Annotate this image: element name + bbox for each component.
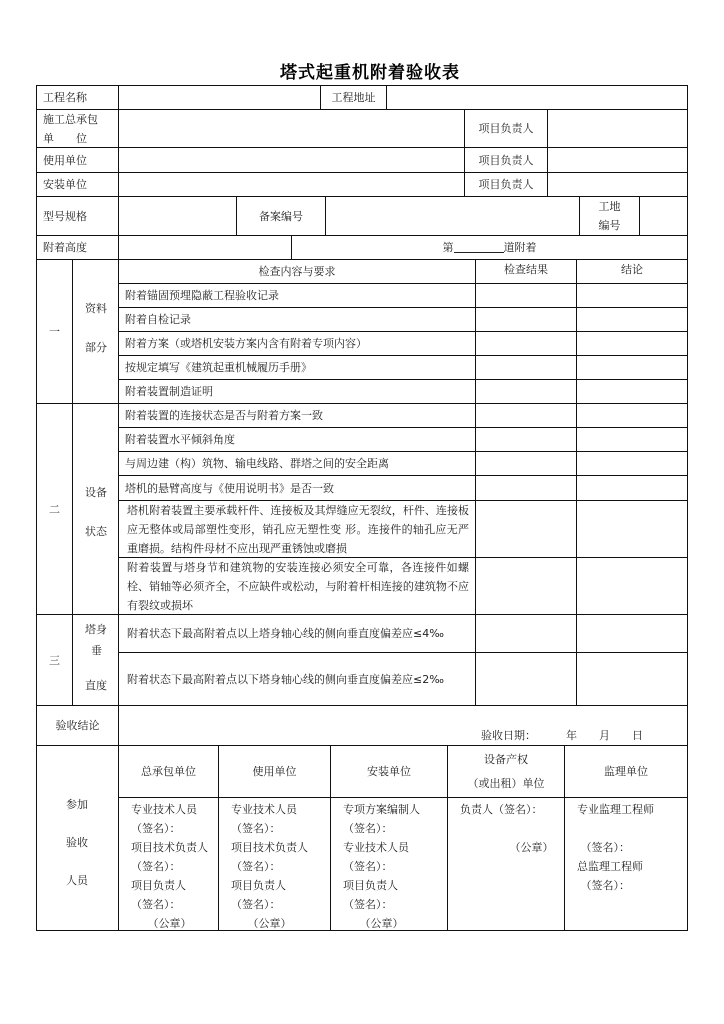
project-address-field[interactable]: [387, 85, 688, 110]
check-conclusion-field[interactable]: [577, 452, 688, 476]
section-2-category-line2: 状态: [85, 525, 107, 538]
participant-signature-line: （签名）：: [131, 898, 181, 911]
section-3-category-line2: 垂: [91, 644, 102, 657]
participant-signature-cell[interactable]: [119, 798, 219, 931]
check-conclusion-field[interactable]: [577, 615, 688, 653]
check-item-text: 塔机的悬臂高度与《使用说明书》是否一致: [119, 476, 476, 501]
check-result-field[interactable]: [476, 615, 577, 653]
check-item-text: 附着状态下最高附着点以上塔身轴心线的侧向垂直度偏差应≤4‰: [119, 615, 476, 653]
participant-signature-line: 项目负责人: [343, 879, 398, 892]
install-manager-label: 项目负责人: [465, 173, 548, 197]
participants-label-line1: 参加: [66, 798, 88, 811]
install-unit-field[interactable]: [119, 173, 465, 197]
participant-signature-line: 项目负责人: [231, 879, 286, 892]
attach-height-field[interactable]: [119, 236, 292, 260]
participant-signature-line: 专业技术人员: [231, 803, 297, 816]
section-2-category: [73, 404, 119, 615]
participant-signature-line: （签名）：: [343, 860, 393, 873]
participant-signature-line: （公章）: [343, 917, 404, 930]
section-2-number: 二: [36, 404, 73, 615]
site-no-label: [580, 197, 640, 236]
model-spec-field[interactable]: [119, 197, 237, 236]
section-2-category-line1: 设备: [85, 486, 107, 499]
general-contractor-label: [36, 110, 119, 148]
check-result-field[interactable]: [476, 308, 577, 332]
section-1-category-line2: 部分: [85, 341, 107, 354]
participant-signature-line: （签名）：: [131, 860, 181, 873]
install-manager-field[interactable]: [548, 173, 688, 197]
date-month: 月: [599, 729, 610, 742]
participant-signature-line: （公章）: [131, 917, 192, 930]
check-item-text: 与周边建（构）筑物、输电线路、群塔之间的安全距离: [119, 452, 476, 476]
check-result-field[interactable]: [476, 356, 577, 380]
participants-label-line3: 人员: [66, 874, 88, 887]
check-result-field[interactable]: [476, 653, 577, 706]
participant-column-header: [119, 746, 219, 798]
section-3-number: 三: [36, 615, 73, 706]
participant-signature-line: （签名）：: [343, 822, 393, 835]
model-spec-label: 型号规格: [36, 197, 119, 236]
check-conclusion-field[interactable]: [577, 428, 688, 452]
project-name-label: 工程名称: [36, 85, 119, 110]
gc-manager-field[interactable]: [548, 110, 688, 148]
participant-column-header-line: 设备产权: [484, 752, 528, 766]
participant-signature-line: （签名）：: [343, 898, 393, 911]
participant-signature-line: 项目负责人: [131, 879, 186, 892]
attach-no-prefix: 第: [442, 241, 454, 254]
check-conclusion-field[interactable]: [577, 308, 688, 332]
check-conclusion-field[interactable]: [577, 284, 688, 308]
check-conclusion-field[interactable]: [577, 332, 688, 356]
participant-column-header-line: 监理单位: [604, 764, 648, 778]
section-1-category-line1: 资料: [85, 302, 107, 315]
section-1-category: [73, 260, 119, 404]
participant-signature-line: 总监理工程师: [577, 860, 643, 873]
participant-signature-line: 专业技术人员: [343, 841, 409, 854]
participant-column-header: [331, 746, 448, 798]
site-no-label-line2: 编号: [598, 219, 621, 232]
install-unit-label: 安装单位: [36, 173, 119, 197]
participants-label-line2: 验收: [66, 836, 88, 849]
check-item-text: 附着装置水平倾斜角度: [119, 428, 476, 452]
site-no-field[interactable]: [640, 197, 688, 236]
check-result-field[interactable]: [476, 476, 577, 501]
section-3-category-line3: 直度: [85, 679, 107, 692]
check-result-field[interactable]: [476, 380, 577, 404]
participant-signature-line: （签名）：: [231, 898, 281, 911]
site-no-label-line1: 工地: [598, 200, 621, 213]
participant-column-header-line: 总承包单位: [141, 764, 196, 778]
general-contractor-field[interactable]: [119, 110, 465, 148]
participant-signature-line: （签名）：: [131, 822, 181, 835]
participant-signature-line: （签名）：: [577, 841, 630, 854]
participant-signature-cell[interactable]: [219, 798, 331, 931]
check-result-field[interactable]: [476, 404, 577, 428]
attach-no-suffix: 道附着: [503, 241, 537, 254]
date-day: 日: [632, 729, 643, 742]
date-year: 年: [566, 729, 577, 742]
participant-column-header: [565, 746, 688, 798]
check-item-text: 附着装置的连接状态是否与附着方案一致: [119, 404, 476, 428]
participant-signature-line: 负责人（签名）：: [460, 803, 543, 816]
check-conclusion-field[interactable]: [577, 380, 688, 404]
check-result-field[interactable]: [476, 428, 577, 452]
record-no-label: 备案编号: [237, 197, 326, 236]
check-conclusion-field[interactable]: [577, 501, 688, 558]
participant-signature-line: （签名）：: [577, 879, 630, 892]
participant-signature-line: （公章）: [231, 917, 292, 930]
general-contractor-label-line1: 施工总承包: [43, 112, 98, 126]
gc-manager-label: 项目负责人: [465, 110, 548, 148]
date-label: 验收日期：: [481, 729, 536, 742]
check-result-field[interactable]: [476, 284, 577, 308]
check-content-header: 检查内容与要求: [119, 260, 476, 284]
record-no-field[interactable]: [326, 197, 580, 236]
check-item-text: 塔机附着装置主要承载杆件、连接板及其焊缝应无裂纹，杆件、连接板应无整体或局部塑性变形，销孔应无塑性变 形。连接件的轴孔应无严重磨损。结构件母材不应出现严重锈蚀或磨损: [119, 501, 476, 558]
participant-signature-cell[interactable]: [448, 798, 565, 931]
check-item-text: 按规定填写《建筑起重机械履历手册》: [119, 356, 476, 380]
participant-signature-line: 专项方案编制人: [343, 803, 420, 816]
check-conclusion-field[interactable]: [577, 404, 688, 428]
participant-signature-line: 专业监理工程师: [577, 803, 654, 816]
attach-height-label: 附着高度: [36, 236, 119, 260]
form-title: 塔式起重机附着验收表: [280, 63, 460, 83]
participant-signature-line: （公章）: [460, 841, 554, 854]
participant-column-header-line: 使用单位: [252, 764, 297, 778]
attach-no-cell: [292, 236, 688, 260]
participant-signature-line: （签名）：: [231, 860, 281, 873]
conclusion-field[interactable]: [119, 706, 688, 746]
participant-signature-line: （签名）：: [231, 822, 281, 835]
check-conclusion-field[interactable]: [577, 653, 688, 706]
check-item-text: 附着方案（或塔机安装方案内含有附着专项内容）: [119, 332, 476, 356]
check-result-field[interactable]: [476, 452, 577, 476]
conclusion-label: 验收结论: [36, 706, 119, 746]
check-item-text: 附着自检记录: [119, 308, 476, 332]
check-conclusion-field[interactable]: [577, 558, 688, 615]
check-result-field[interactable]: [476, 501, 577, 558]
participant-signature-line: 专业技术人员: [131, 803, 197, 816]
check-result-header: 检查结果: [476, 260, 577, 284]
participant-column-header: [448, 746, 565, 798]
check-result-field[interactable]: [476, 332, 577, 356]
check-conclusion-field[interactable]: [577, 356, 688, 380]
check-item-text: 附着装置与塔身节和建筑物的安装连接必须安全可靠，各连接件如螺栓、销轴等必须齐全，不应缺件或松动，与附着杆相连接的建筑物不应有裂纹或损坏: [119, 558, 476, 615]
check-conclusion-field[interactable]: [577, 476, 688, 501]
participant-signature-line: 项目技术负责人: [231, 841, 308, 854]
participant-column-header-line: （或出租）单位: [467, 776, 545, 790]
project-name-field[interactable]: [119, 85, 321, 110]
user-unit-field[interactable]: [119, 148, 465, 173]
check-conclusion-header: 结论: [577, 260, 688, 284]
attach-no-blank[interactable]: [454, 242, 504, 253]
general-contractor-label-line2: 单 位: [43, 131, 87, 145]
user-unit-label: 使用单位: [36, 148, 119, 173]
section-1-number: 一: [36, 260, 73, 404]
check-item-text: 附着状态下最高附着点以下塔身轴心线的侧向垂直度偏差应≤2‰: [119, 653, 476, 706]
check-result-field[interactable]: [476, 558, 577, 615]
user-manager-label: 项目负责人: [465, 148, 548, 173]
user-manager-field[interactable]: [548, 148, 688, 173]
participant-signature-cell[interactable]: [331, 798, 448, 931]
project-address-label: 工程地址: [321, 85, 387, 110]
participant-column-header: [219, 746, 331, 798]
participant-signature-cell[interactable]: [565, 798, 688, 931]
check-item-text: 附着装置制造证明: [119, 380, 476, 404]
participant-signature-line: 项目技术负责人: [131, 841, 208, 854]
participant-column-header-line: 安装单位: [367, 764, 411, 778]
section-3-category-line1: 塔身: [85, 623, 107, 636]
check-item-text: 附着锚固预埋隐蔽工程验收记录: [119, 284, 476, 308]
